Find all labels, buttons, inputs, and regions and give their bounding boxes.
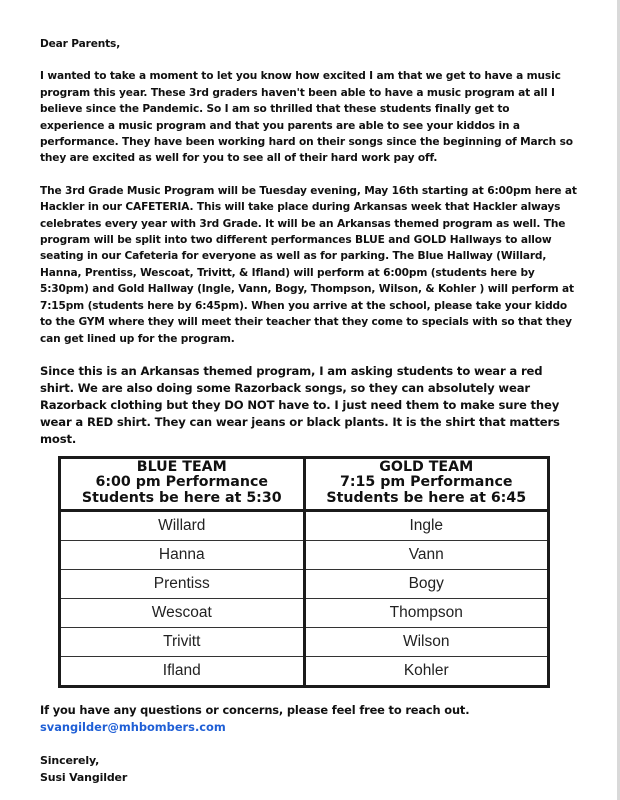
questions-line: If you have any questions or concerns, please feel free to reach out. [40,703,470,718]
gold-team-arrival: Students be here at 6:45 [326,489,527,506]
gold-teacher-cell: Wilson [304,628,549,657]
gold-team-title: GOLD TEAM [379,458,474,475]
signature-name: Susi Vangilder [40,770,128,784]
table-row [60,570,549,599]
table-row [60,511,549,541]
blue-teacher-cell: Hanna [60,541,305,570]
blue-team-arrival: Students be here at 5:30 [81,489,282,506]
email-link[interactable]: svangilder@mhbombers.com [40,719,226,734]
gold-teacher-cell: Vann [304,541,549,570]
blue-team-title: BLUE TEAM [136,458,227,475]
gold-teacher-cell: Thompson [304,599,549,628]
table-row [60,599,549,628]
blue-teacher-cell: Ifland [60,657,305,687]
closing-section [40,702,577,735]
paragraph-dress-code: Since this is an Arkansas themed program, I am asking students to wear a red shirt. We are also doing some Razorback songs, so they can absolutely wear Razorback clothing but they DO NOT have to. I just need them to make sure they wear a RED shirt. They can wear jeans or black plants. It is the shirt that matters most. [40,363,560,446]
blue-teacher-cell: Prentiss [60,570,305,599]
teams-header-row [60,457,549,511]
signature-block [40,753,577,786]
gold-teacher-cell: Bogy [304,570,549,599]
blue-teacher-cell: Willard [60,511,305,541]
blue-teacher-cell: Wescoat [60,599,305,628]
paragraph-intro: I wanted to take a moment to let you know how excited I am that we get to have a music program this year. These 3rd graders haven't been able to have a music program at all I believe since the Pandemic. So I am so thrilled that these students finally get to experience a music program and that you parents are able to see your kiddos in a performance. They have been working hard on their songs since the beginning of March so they are excited as well for you to see all of their hard work pay off. [40,70,573,165]
teams-table [58,456,550,689]
table-row [60,628,549,657]
blue-team-time: 6:00 pm Performance [95,474,269,491]
greeting: Dear Parents, [40,38,121,50]
gold-team-time: 7:15 pm Performance [339,474,513,491]
gold-teacher-cell: Ingle [304,511,549,541]
blue-teacher-cell: Trivitt [60,628,305,657]
blue-team-header [60,457,305,511]
table-row [60,541,549,570]
signoff: Sincerely, [40,754,100,768]
table-row [60,657,549,687]
gold-team-header [304,457,549,511]
paragraph-program-details: The 3rd Grade Music Program will be Tuesday evening, May 16th starting at 6:00pm here at Hackler in our CAFETERIA. This will take place during Arkansas week that Hackler always celebrates every year with 3rd Grade. It will be an Arkansas themed program as well. The program will be split into two different performances BLUE and GOLD Hallways to allow seating in our Cafeteria for everyone as well as for parking. The Blue Hallway (Willard, Hanna, Prentiss, Wescoat, Trivitt, & Ifland) will perform at 6:00pm (students here by 5:30pm) and Gold Hallway (Ingle, Vann, Bogy, Thompson, Wilson, & Kohler ) will perform at 7:15pm (students here by 6:45pm). When you arrive at the school, please take your kiddo to the GYM where they will meet their teacher that they come to specials with so that they can get lined up for the program. [40,184,577,345]
gold-teacher-cell: Kohler [304,657,549,687]
